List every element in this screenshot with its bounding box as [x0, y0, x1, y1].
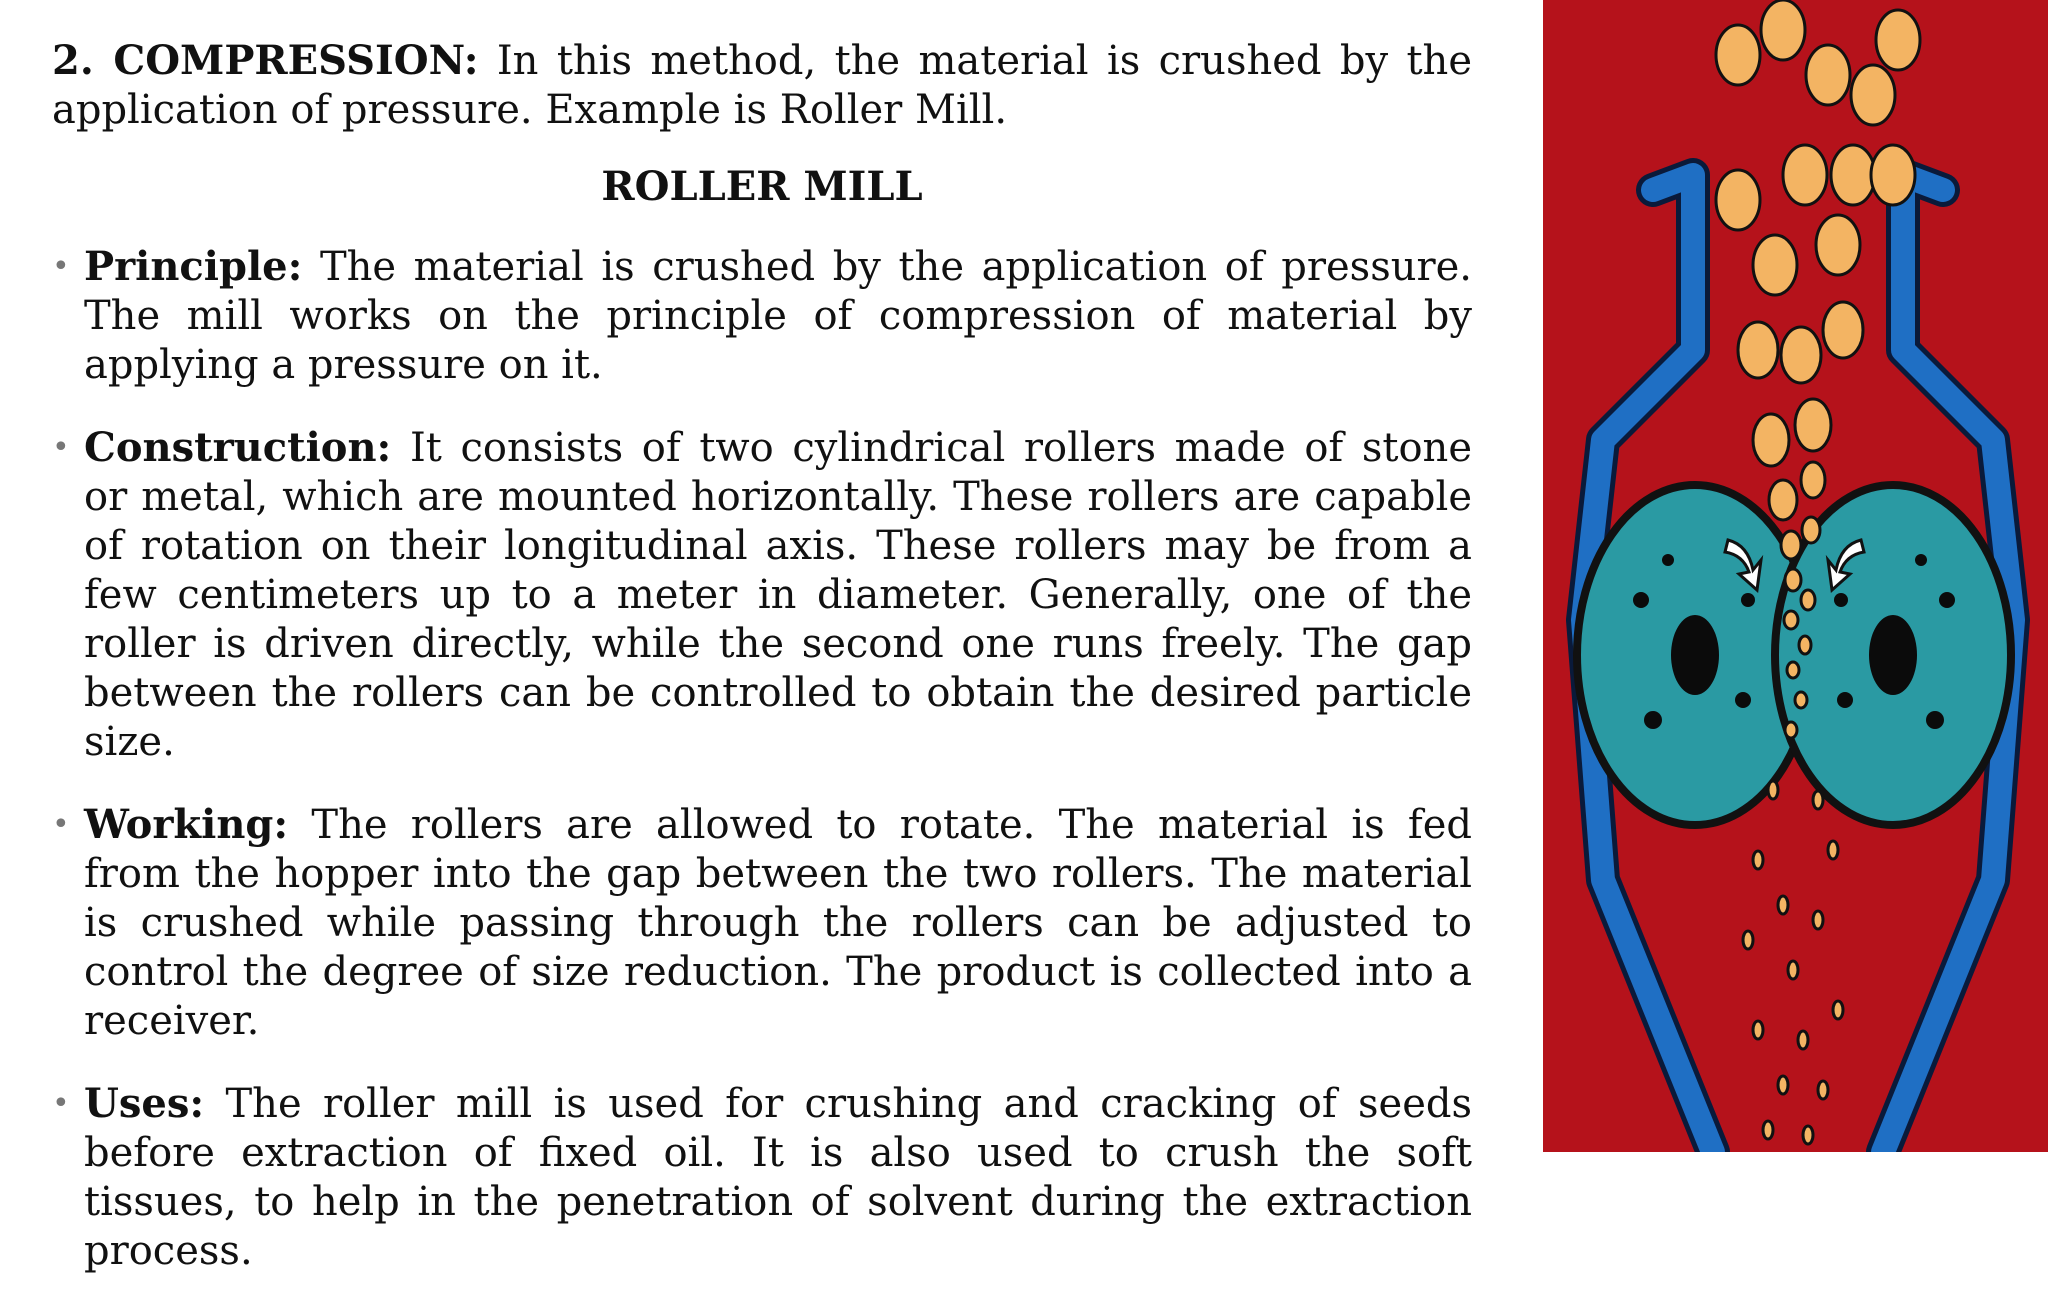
roller-mill-illustration: [1543, 0, 2048, 1152]
bullet-term: Working:: [84, 801, 289, 848]
slide-text: [52, 36, 1472, 1309]
bullet-text: The roller mill is used for crushing and cracking of seeds before extraction of fixed oil. It is also used to crush the soft tissues, to help in the penetration of solvent during the extraction process.: [84, 1081, 1472, 1274]
bullet-working: [52, 800, 1472, 1046]
section-heading: ROLLER MILL: [601, 163, 923, 210]
bullet-dot: •: [52, 807, 70, 842]
bullet-term: Principle:: [84, 243, 303, 290]
bullet-dot: •: [52, 1086, 70, 1121]
bullet-dot: •: [52, 430, 70, 465]
bullet-text: The rollers are allowed to rotate. The material is fed from the hopper into the gap between the two rollers. The material is crushed while passing through the rollers can be adjusted to control the degree of size reduction. The product is collected into a receiver.: [84, 802, 1472, 1044]
intro-text: In this method, the material is crushed by the application of pressure. Example is Roller Mill.: [52, 38, 1472, 133]
bullet-construction: [52, 423, 1472, 767]
bullet-text: It consists of two cylindrical rollers made of stone or metal, which are mounted horizontally. These rollers are capable of rotation on their longitudinal axis. These rollers may be from a few centimeters up to a meter in diameter. Generally, one of the roller is driven directly, while the second one runs freely. The gap between the rollers can be controlled to obtain the desired particle size.: [84, 425, 1472, 765]
bullet-term: Uses:: [84, 1080, 205, 1127]
bullet-dot: •: [52, 249, 70, 284]
bullet-text: The material is crushed by the application of pressure. The mill works on the principle of compression of material by applying a pressure on it.: [84, 244, 1472, 388]
intro-label: 2. COMPRESSION:: [52, 37, 479, 84]
roller-mill-svg: [1543, 0, 2048, 1152]
bullet-principle: [52, 242, 1472, 390]
bullet-uses: [52, 1079, 1472, 1276]
intro-paragraph: [52, 36, 1472, 135]
bullet-term: Construction:: [84, 424, 392, 471]
